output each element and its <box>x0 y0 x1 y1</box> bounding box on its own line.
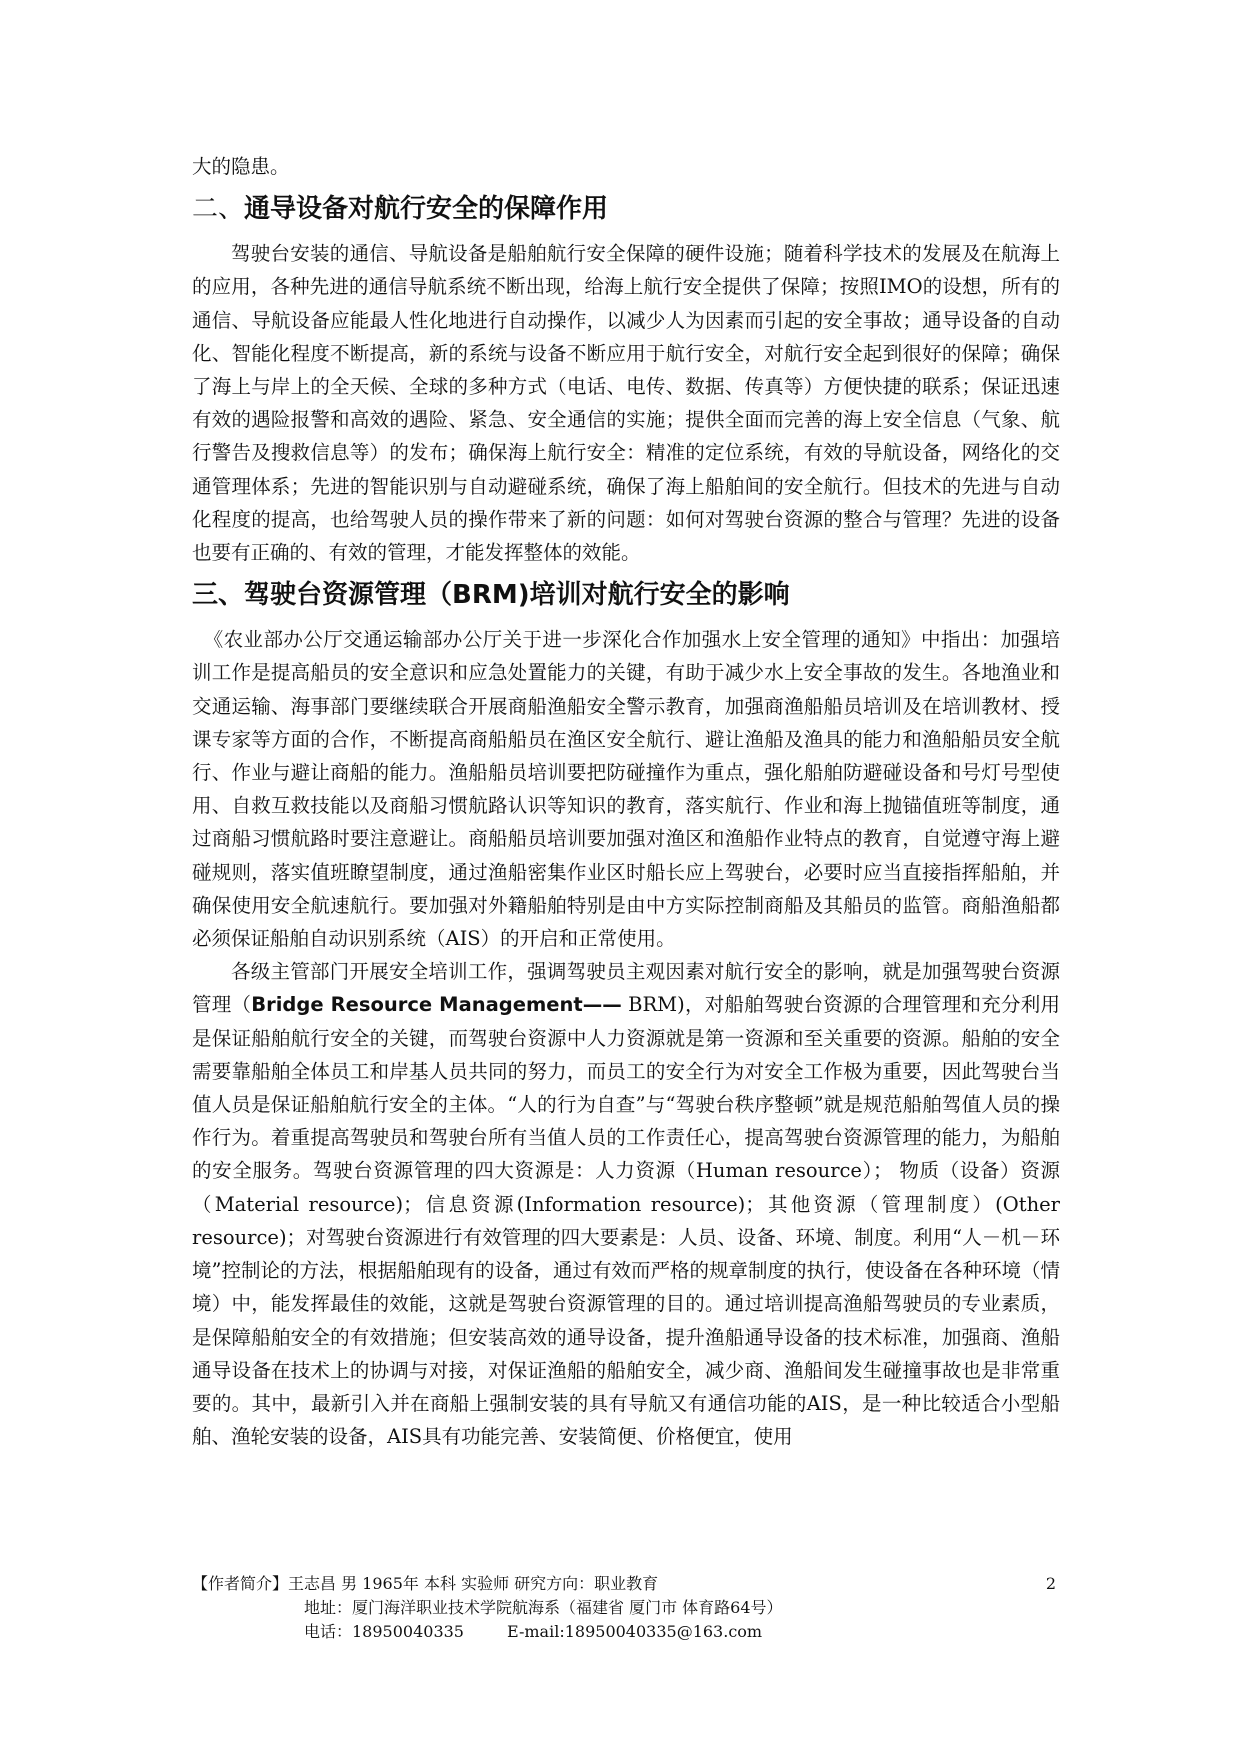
author-address: 地址：厦门海洋职业技术学院航海系（福建省 厦门市 体育路64号） <box>304 1598 783 1617</box>
page-footer <box>192 1572 1060 1644</box>
author-info: 【作者简介】王志昌 男 1965年 本科 实验师 研究方向：职业教育 <box>192 1574 659 1593</box>
author-phone: 电话：18950040335 <box>304 1622 464 1641</box>
footer-contact-row <box>192 1620 1060 1644</box>
section3-paragraph2 <box>192 955 1060 1453</box>
footer-address-row <box>192 1596 1060 1620</box>
section2-paragraph: 驾驶台安装的通信、导航设备是船舶航行安全保障的硬件设施；随着科学技术的发展及在航海上的应用，各种先进的通信导航系统不断出现，给海上航行安全提供了保障；按照IMO的设想，所有的通信、导航设备应能最人性化地进行自动操作，以减少人为因素而引起的安全事故；通导设备的自动化、智能化程度不断提高，新的系统与设备不断应用于航行安全，对航行安全起到很好的保障；确保了海上与岸上的全天候、全球的多种方式（电话、电传、数据、传真等）方便快捷的联系；保证迅速有效的遇险报警和高效的遇险、紧急、安全通信的实施；提供全面而完善的海上安全信息（气象、航行警告及搜救信息等）的发布；确保海上航行安全：精准的定位系统，有效的导航设备，网络化的交通管理体系；先进的智能识别与自动避碰系统，确保了海上船舶间的安全航行。但技术的先进与自动化程度的提高，也给驾驶人员的操作带来了新的问题：如何对驾驶台资源的整合与管理？先进的设备也要有正确的、有效的管理，才能发挥整体的效能。 <box>192 242 1060 565</box>
page-number: 2 <box>1045 1574 1056 1593</box>
footer-author-row <box>192 1572 1060 1596</box>
section2-title: 通导设备对航行安全的保障作用 <box>244 194 609 225</box>
intro-fragment: 大的隐患。 <box>192 155 290 178</box>
paragraph2-text-after: BRM)，对船舶驾驶台资源的合理管理和充分利用是保证船舶航行安全的关键，而驾驶台资源中人力资源就是第一资源和至关重要的资源。船舶的安全需要靠船舶全体员工和岸基人员共同的努力，而员工的安全行为对安全工作极为重要，因此驾驶台当值人员是保证船舶航行安全的主体。“人的行为自查”与“驾驶台秩序整顿”就是规范船舶驾值人员的操作行为。着重提高驾驶员和驾驶台所有当值人员的工作责任心，提高驾驶台资源管理的能力，为船舶的安全服务。驾驶台资源管理的四大资源是：人力资源（Human resource）； 物质（设备）资源（Material resource)；信息资源(Information resource)；其他资源（管理制度）(Other resource)；对驾驶台资源进行有效管理的四大要素是：人员、设备、环境、制度。利用“人－机－环境”控制论的方法，根据船舶现有的设备，通过有效而严格的规章制度的执行，使设备在各种环境（情境）中，能发挥最佳的效能，这就是驾驶台资源管理的目的。通过培训提高渔船驾驶员的专业素质，是保障船舶安全的有效措施；但安装高效的通导设备，提升渔船通导设备的技术标准，加强商、渔船通导设备在技术上的协调与对接，对保证渔船的船舶安全，减少商、渔船间发生碰撞事故也是非常重要的。其中，最新引入并在商船上强制安装的具有导航又有通信功能的AIS，是一种比较适合小型船舶、渔轮安装的设备，AIS具有功能完善、安装简便、价格便宜，使用 <box>192 993 1060 1449</box>
section2-heading <box>192 187 1060 231</box>
body-content <box>192 150 1060 1453</box>
section3-paragraph1: 《农业部办公厅交通运输部办公厅关于进一步深化合作加强水上安全管理的通知》中指出：加强培训工作是提高船员的安全意识和应急处置能力的关键，有助于减少水上安全事故的发生。各地渔业和交通运输、海事部门要继续联合开展商船渔船安全警示教育，加强商渔船船员培训及在培训教材、授课专家等方面的合作，不断提高商船船员在渔区安全航行、避让渔船及渔具的能力和渔船船员安全航行、作业与避让商船的能力。渔船船员培训要把防碰撞作为重点，强化船舶防避碰设备和号灯号型使用、自救互救技能以及商船习惯航路认识等知识的教育，落实航行、作业和海上抛锚值班等制度，通过商船习惯航路时要注意避让。商船船员培训要加强对渔区和渔船作业特点的教育，自觉遵守海上避碰规则，落实值班瞭望制度，通过渔船密集作业区时船长应上驾驶台，必要时应当直接指挥船舶，并确保使用安全航速航行。要加强对外籍船舶特别是由中方实际控制商船及其船员的监管。商船渔船都必须保证船舶自动识别系统（AIS）的开启和正常使用。 <box>192 628 1060 951</box>
author-email: E-mail:18950040335@163.com <box>507 1622 763 1641</box>
paragraph2-text-before: 各级主管部门开展安全培训工作，强调驾驶员主观因素对航行安全的影响，就是加强驾驶台资源管理（ <box>192 960 1060 1017</box>
paragraph2-bold-term: Bridge Resource Management—— <box>251 993 622 1017</box>
section3-heading: 三、驾驶台资源管理（BRM)培训对航行安全的影响 <box>192 580 790 611</box>
section2-number: 二、 <box>192 194 245 225</box>
